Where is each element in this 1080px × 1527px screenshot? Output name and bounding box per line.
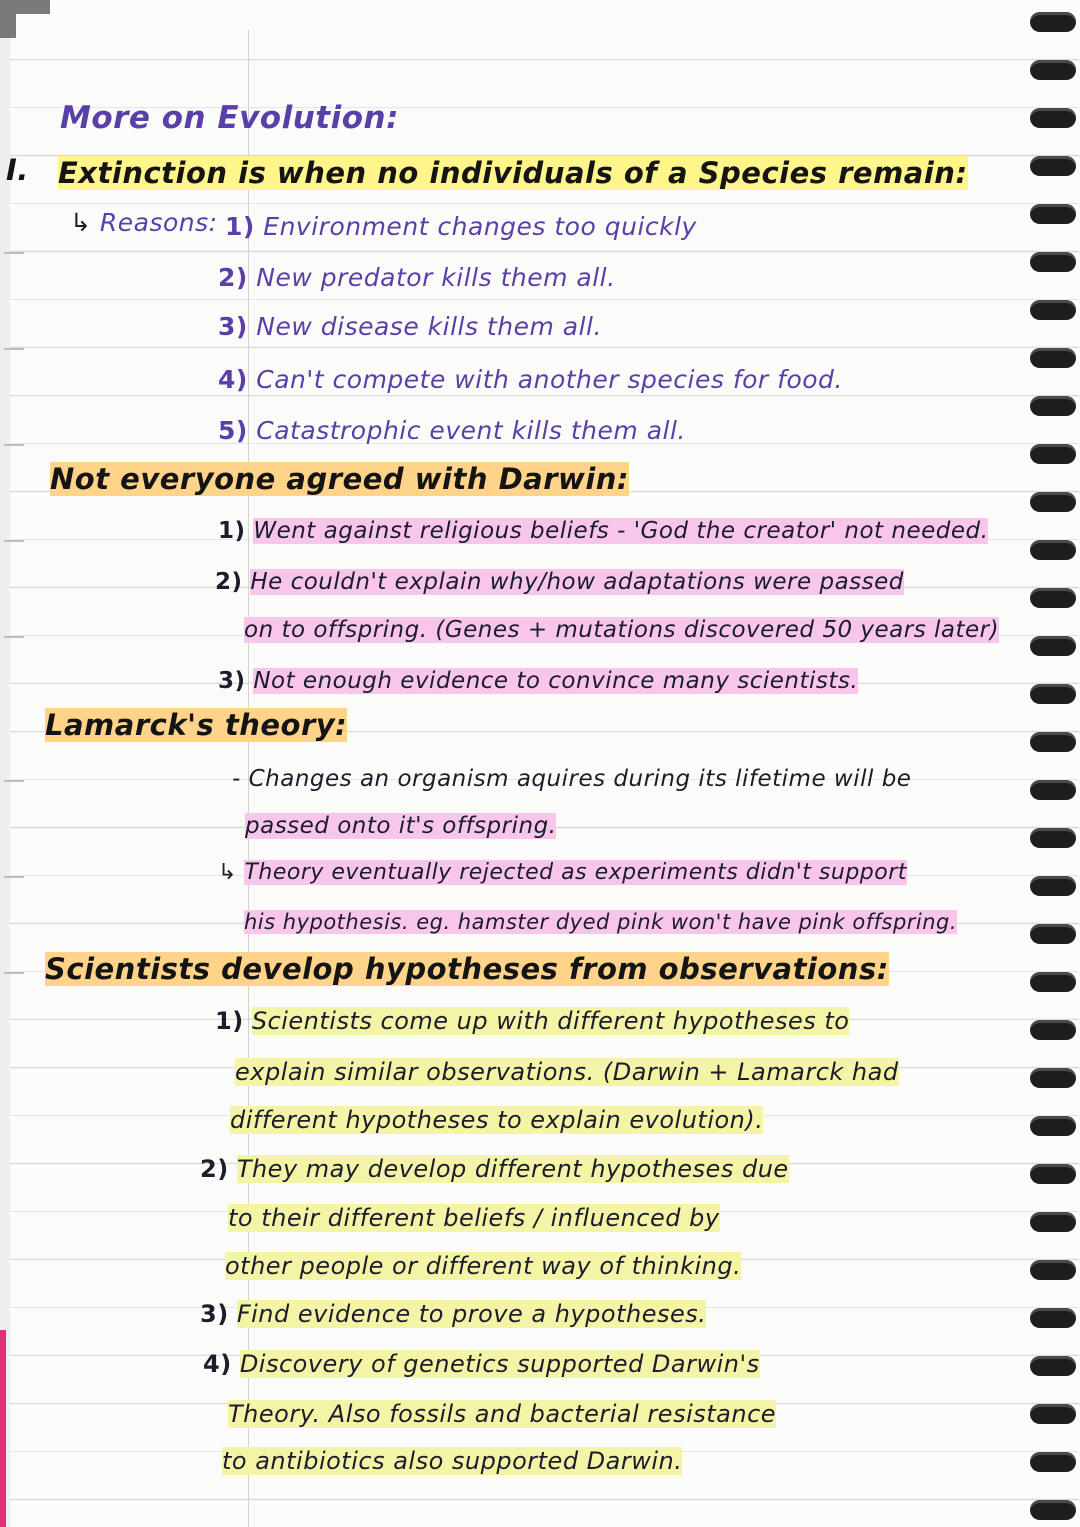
lamarck-line: - Changes an organism aquires during its lifetime will be	[232, 766, 912, 792]
margin-tick	[4, 540, 24, 542]
darwin-heading	[50, 462, 629, 496]
reason-text: Environment changes too quickly	[263, 212, 697, 241]
extinction-heading-text: Extinction is when no individuals of a Species remain:	[58, 156, 968, 190]
spiral-binding	[1010, 0, 1080, 1527]
darwin-point-text: He couldn't explain why/how adaptations were passed	[250, 569, 904, 595]
scientists-heading	[45, 952, 889, 986]
reason-item: 1) Environment changes too quickly	[225, 212, 697, 241]
scientists-line: to their different beliefs / influenced by	[228, 1204, 720, 1232]
scientists-line: Theory. Also fossils and bacterial resistance	[228, 1400, 777, 1428]
lamarck-heading-text: Lamarck's theory:	[45, 708, 348, 742]
reasons-label-text: Reasons:	[99, 208, 218, 237]
lamarck-line: his hypothesis. eg. hamster dyed pink won't have pink offspring.	[244, 910, 958, 934]
margin-tick	[4, 444, 24, 446]
margin-tick	[4, 780, 24, 782]
lamarck-heading	[45, 708, 347, 742]
darwin-point-text: on to offspring. (Genes + mutations discovered 50 years later)	[244, 617, 1000, 643]
reason-text: Can't compete with another species for food.	[256, 365, 843, 394]
darwin-point	[244, 617, 999, 643]
reason-item: 3) New disease kills them all.	[218, 312, 602, 341]
reason-text: New disease kills them all.	[256, 312, 602, 341]
extinction-heading	[58, 156, 968, 190]
darwin-point-text: Not enough evidence to convince many scientists.	[253, 668, 859, 694]
pink-page-edge	[0, 1330, 6, 1527]
lamarck-line: ↳ Theory eventually rejected as experiments didn't support	[218, 860, 907, 885]
reason-item: 2) New predator kills them all.	[218, 263, 616, 292]
reason-item: 4) Can't compete with another species for food.	[218, 365, 843, 394]
scientists-line: 1) Scientists come up with different hypotheses to	[215, 1007, 850, 1035]
margin-tick	[4, 636, 24, 638]
reason-text: Catastrophic event kills them all.	[256, 416, 686, 445]
darwin-point: 2) He couldn't explain why/how adaptations were passed	[215, 569, 904, 595]
scientists-heading-text: Scientists develop hypotheses from observations:	[45, 952, 889, 986]
scientists-line: different hypotheses to explain evolution).	[230, 1106, 764, 1134]
margin-tick	[4, 876, 24, 878]
darwin-point-text: Went against religious beliefs - 'God the creator' not needed.	[253, 518, 989, 544]
page-left-edge	[0, 0, 10, 1527]
darwin-point: 1) Went against religious beliefs - 'God the creator' not needed.	[218, 518, 989, 544]
section-numeral: I.	[6, 153, 29, 187]
reason-text: New predator kills them all.	[256, 263, 616, 292]
margin-tick	[4, 348, 24, 350]
page-corner	[0, 0, 50, 38]
darwin-point: 3) Not enough evidence to convince many scientists.	[218, 668, 859, 694]
scientists-line: 4) Discovery of genetics supported Darwin's	[203, 1350, 760, 1378]
scientists-line: explain similar observations. (Darwin + Lamarck had	[235, 1058, 899, 1086]
margin-tick	[4, 972, 24, 974]
scientists-line: to antibiotics also supported Darwin.	[222, 1447, 683, 1475]
darwin-heading-text: Not everyone agreed with Darwin:	[50, 462, 630, 496]
scientists-line: other people or different way of thinking.	[225, 1252, 742, 1280]
reasons-label: ↳ Reasons:	[70, 208, 218, 237]
reason-item: 5) Catastrophic event kills them all.	[218, 416, 686, 445]
page-title: More on Evolution:	[60, 100, 399, 136]
lamarck-line: passed onto it's offspring.	[245, 813, 557, 839]
scientists-line: 2) They may develop different hypotheses due	[200, 1155, 789, 1183]
scientists-line: 3) Find evidence to prove a hypotheses.	[200, 1300, 707, 1328]
margin-tick	[4, 252, 24, 254]
